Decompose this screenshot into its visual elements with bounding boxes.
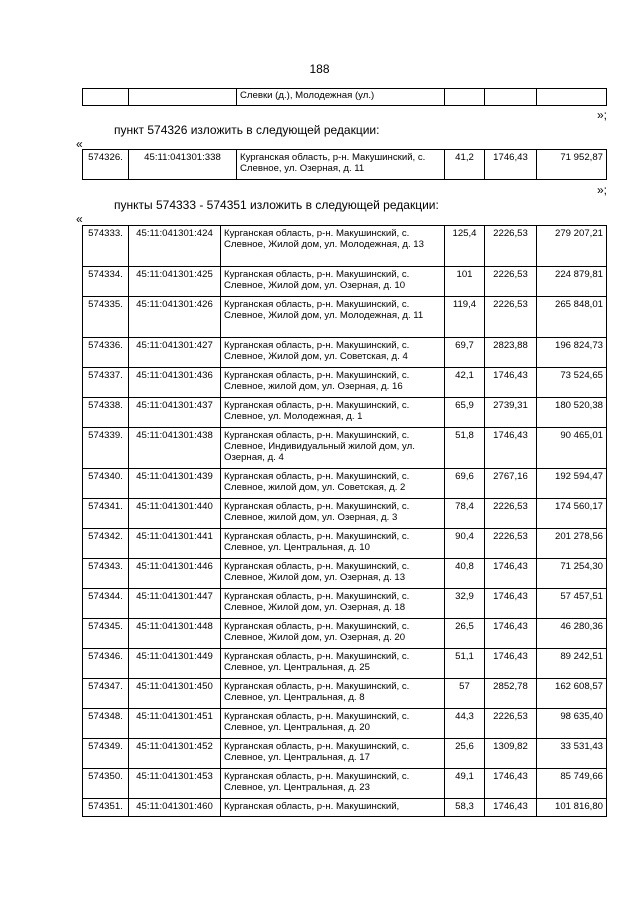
total-value: 33 531,43 [537, 739, 607, 769]
total-value: 174 560,17 [537, 499, 607, 529]
row-number: 574351. [83, 799, 129, 817]
table-row [83, 398, 607, 428]
cadastral-number: 45:11:041301:438 [129, 428, 221, 469]
address: Курганская область, р-н. Макушинский, с. Слевное, Жилой дом, ул. Озерная, д. 20 [221, 619, 445, 649]
unit-price [485, 89, 537, 106]
area: 101 [445, 267, 485, 297]
cadastral-number: 45:11:041301:448 [129, 619, 221, 649]
cadastral-number [129, 89, 237, 106]
unit-price: 2226,53 [485, 529, 537, 559]
row-number: 574341. [83, 499, 129, 529]
address: Курганская область, р-н. Макушинский, с. Слевное, Жилой дом, ул. Озерная, д. 13 [221, 559, 445, 589]
address: Курганская область, р-н. Макушинский, с. Слевное, ул. Центральная, д. 10 [221, 529, 445, 559]
area: 58,3 [445, 799, 485, 817]
cadastral-number: 45:11:041301:450 [129, 679, 221, 709]
cadastral-number: 45:11:041301:437 [129, 398, 221, 428]
row-number: 574347. [83, 679, 129, 709]
area: 40,8 [445, 559, 485, 589]
total-value: 279 207,21 [537, 226, 607, 267]
table-row [83, 529, 607, 559]
address: Курганская область, р-н. Макушинский, [221, 799, 445, 817]
cadastral-number: 45:11:041301:426 [129, 297, 221, 338]
address: Курганская область, р-н. Макушинский, с. Слевное, ул. Центральная, д. 8 [221, 679, 445, 709]
total-value: 71 952,87 [537, 150, 607, 180]
area [445, 89, 485, 106]
table-row [83, 267, 607, 297]
address: Курганская область, р-н. Макушинский, с. Слевное, Жилой дом, ул. Молодежная, д. 13 [221, 226, 445, 267]
address: Курганская область, р-н. Макушинский, с. Слевное, ул. Центральная, д. 20 [221, 709, 445, 739]
unit-price: 2739,31 [485, 398, 537, 428]
table-row [83, 649, 607, 679]
table-row [83, 226, 607, 267]
total-value: 192 594,47 [537, 469, 607, 499]
total-value: 71 254,30 [537, 559, 607, 589]
cadastral-number: 45:11:041301:440 [129, 499, 221, 529]
table-row [83, 679, 607, 709]
row-number: 574348. [83, 709, 129, 739]
area: 69,6 [445, 469, 485, 499]
unit-price: 2852,78 [485, 679, 537, 709]
table-row [83, 769, 607, 799]
total-value: 46 280,36 [537, 619, 607, 649]
address: Курганская область, р-н. Макушинский, с. Слевное, ул. Молодежная, д. 1 [221, 398, 445, 428]
cadastral-number: 45:11:041301:452 [129, 739, 221, 769]
unit-price: 1746,43 [485, 589, 537, 619]
address: Курганская область, р-н. Макушинский, с. Слевное, ул. Центральная, д. 25 [221, 649, 445, 679]
page-number: 188 [309, 62, 330, 76]
table-row [83, 428, 607, 469]
unit-price: 2823,88 [485, 338, 537, 368]
opening-quote: « [76, 137, 83, 151]
area: 69,7 [445, 338, 485, 368]
total-value: 85 749,66 [537, 769, 607, 799]
unit-price: 1746,43 [485, 619, 537, 649]
row-number: 574334. [83, 267, 129, 297]
closing-quote: »; [596, 108, 607, 122]
total-value: 101 816,80 [537, 799, 607, 817]
amendment-table-2 [82, 225, 607, 817]
address: Курганская область, р-н. Макушинский, с. Слевное, жилой дом, ул. Советская, д. 2 [221, 469, 445, 499]
area: 57 [445, 679, 485, 709]
address: Курганская область, р-н. Макушинский, с. Слевное, Жилой дом, ул. Советская, д. 4 [221, 338, 445, 368]
unit-price: 2226,53 [485, 499, 537, 529]
total-value: 73 524,65 [537, 368, 607, 398]
address: Курганская область, р-н. Макушинский, с. Слевное, Жилой дом, ул. Молодежная, д. 11 [221, 297, 445, 338]
address: Курганская область, р-н. Макушинский, с. Слевное, жилой дом, ул. Озерная, д. 3 [221, 499, 445, 529]
area: 32,9 [445, 589, 485, 619]
cadastral-number: 45:11:041301:424 [129, 226, 221, 267]
total-value: 201 278,56 [537, 529, 607, 559]
row-number: 574346. [83, 649, 129, 679]
total-value: 196 824,73 [537, 338, 607, 368]
cadastral-number: 45:11:041301:441 [129, 529, 221, 559]
cadastral-number: 45:11:041301:460 [129, 799, 221, 817]
total-value: 162 608,57 [537, 679, 607, 709]
unit-price: 1746,43 [485, 649, 537, 679]
table-row [83, 739, 607, 769]
table-row [83, 559, 607, 589]
unit-price: 2226,53 [485, 267, 537, 297]
cadastral-number: 45:11:041301:338 [129, 150, 237, 180]
unit-price: 1746,43 [485, 428, 537, 469]
row-number: 574333. [83, 226, 129, 267]
opening-quote: « [76, 212, 83, 226]
address: Курганская область, р-н. Макушинский, с. Слевное, ул. Центральная, д. 17 [221, 739, 445, 769]
area: 51,8 [445, 428, 485, 469]
total-value: 265 848,01 [537, 297, 607, 338]
continuation-table [82, 88, 607, 106]
cadastral-number: 45:11:041301:427 [129, 338, 221, 368]
row-number: 574339. [83, 428, 129, 469]
row-number: 574338. [83, 398, 129, 428]
cadastral-number: 45:11:041301:425 [129, 267, 221, 297]
closing-quote: »; [596, 183, 607, 197]
total-value: 57 457,51 [537, 589, 607, 619]
table-row [83, 297, 607, 338]
total-value: 180 520,38 [537, 398, 607, 428]
address: Курганская область, р-н. Макушинский, с. Слевное, Жилой дом, ул. Озерная, д. 10 [221, 267, 445, 297]
cadastral-number: 45:11:041301:439 [129, 469, 221, 499]
unit-price: 2226,53 [485, 709, 537, 739]
address: Курганская область, р-н. Макушинский, с. Слевное, Индивидуальный жилой дом, ул. Озерная, д. 4 [221, 428, 445, 469]
cadastral-number: 45:11:041301:451 [129, 709, 221, 739]
row-number: 574345. [83, 619, 129, 649]
area: 125,4 [445, 226, 485, 267]
area: 44,3 [445, 709, 485, 739]
table-row [83, 589, 607, 619]
unit-price: 2767,16 [485, 469, 537, 499]
total-value [537, 89, 607, 106]
table-row [83, 499, 607, 529]
address: Курганская область, р-н. Макушинский, с. Слевное, ул. Озерная, д. 11 [237, 150, 445, 180]
unit-price: 1746,43 [485, 150, 537, 180]
area: 42,1 [445, 368, 485, 398]
cadastral-number: 45:11:041301:449 [129, 649, 221, 679]
cadastral-number: 45:11:041301:446 [129, 559, 221, 589]
row-number: 574326. [83, 150, 129, 180]
row-number: 574350. [83, 769, 129, 799]
area: 41,2 [445, 150, 485, 180]
address: Курганская область, р-н. Макушинский, с. Слевное, жилой дом, ул. Озерная, д. 16 [221, 368, 445, 398]
instruction-text: пункты 574333 - 574351 изложить в следующей редакции: [114, 198, 439, 212]
table-row [83, 89, 607, 106]
table-row [83, 619, 607, 649]
unit-price: 1746,43 [485, 799, 537, 817]
area: 25,6 [445, 739, 485, 769]
instruction-text: пункт 574326 изложить в следующей редакции: [114, 123, 380, 137]
total-value: 90 465,01 [537, 428, 607, 469]
unit-price: 2226,53 [485, 297, 537, 338]
area: 51,1 [445, 649, 485, 679]
row-number: 574337. [83, 368, 129, 398]
address: Слевки (д.), Молодежная (ул.) [237, 89, 445, 106]
total-value: 89 242,51 [537, 649, 607, 679]
area: 26,5 [445, 619, 485, 649]
unit-price: 1746,43 [485, 559, 537, 589]
unit-price: 2226,53 [485, 226, 537, 267]
address: Курганская область, р-н. Макушинский, с. Слевное, Жилой дом, ул. Озерная, д. 18 [221, 589, 445, 619]
area: 119,4 [445, 297, 485, 338]
area: 49,1 [445, 769, 485, 799]
total-value: 98 635,40 [537, 709, 607, 739]
cadastral-number: 45:11:041301:453 [129, 769, 221, 799]
cadastral-number: 45:11:041301:447 [129, 589, 221, 619]
cadastral-number: 45:11:041301:436 [129, 368, 221, 398]
address: Курганская область, р-н. Макушинский, с. Слевное, ул. Центральная, д. 23 [221, 769, 445, 799]
table-row [83, 469, 607, 499]
table-row [83, 338, 607, 368]
table-row [83, 799, 607, 817]
row-number: 574349. [83, 739, 129, 769]
table-row [83, 368, 607, 398]
amendment-table-1 [82, 149, 607, 180]
row-number: 574336. [83, 338, 129, 368]
row-number: 574344. [83, 589, 129, 619]
table-row [83, 150, 607, 180]
unit-price: 1746,43 [485, 368, 537, 398]
area: 78,4 [445, 499, 485, 529]
row-number [83, 89, 129, 106]
row-number: 574335. [83, 297, 129, 338]
area: 90,4 [445, 529, 485, 559]
row-number: 574342. [83, 529, 129, 559]
row-number: 574343. [83, 559, 129, 589]
unit-price: 1309,82 [485, 739, 537, 769]
unit-price: 1746,43 [485, 769, 537, 799]
table-row [83, 709, 607, 739]
area: 65,9 [445, 398, 485, 428]
row-number: 574340. [83, 469, 129, 499]
total-value: 224 879,81 [537, 267, 607, 297]
